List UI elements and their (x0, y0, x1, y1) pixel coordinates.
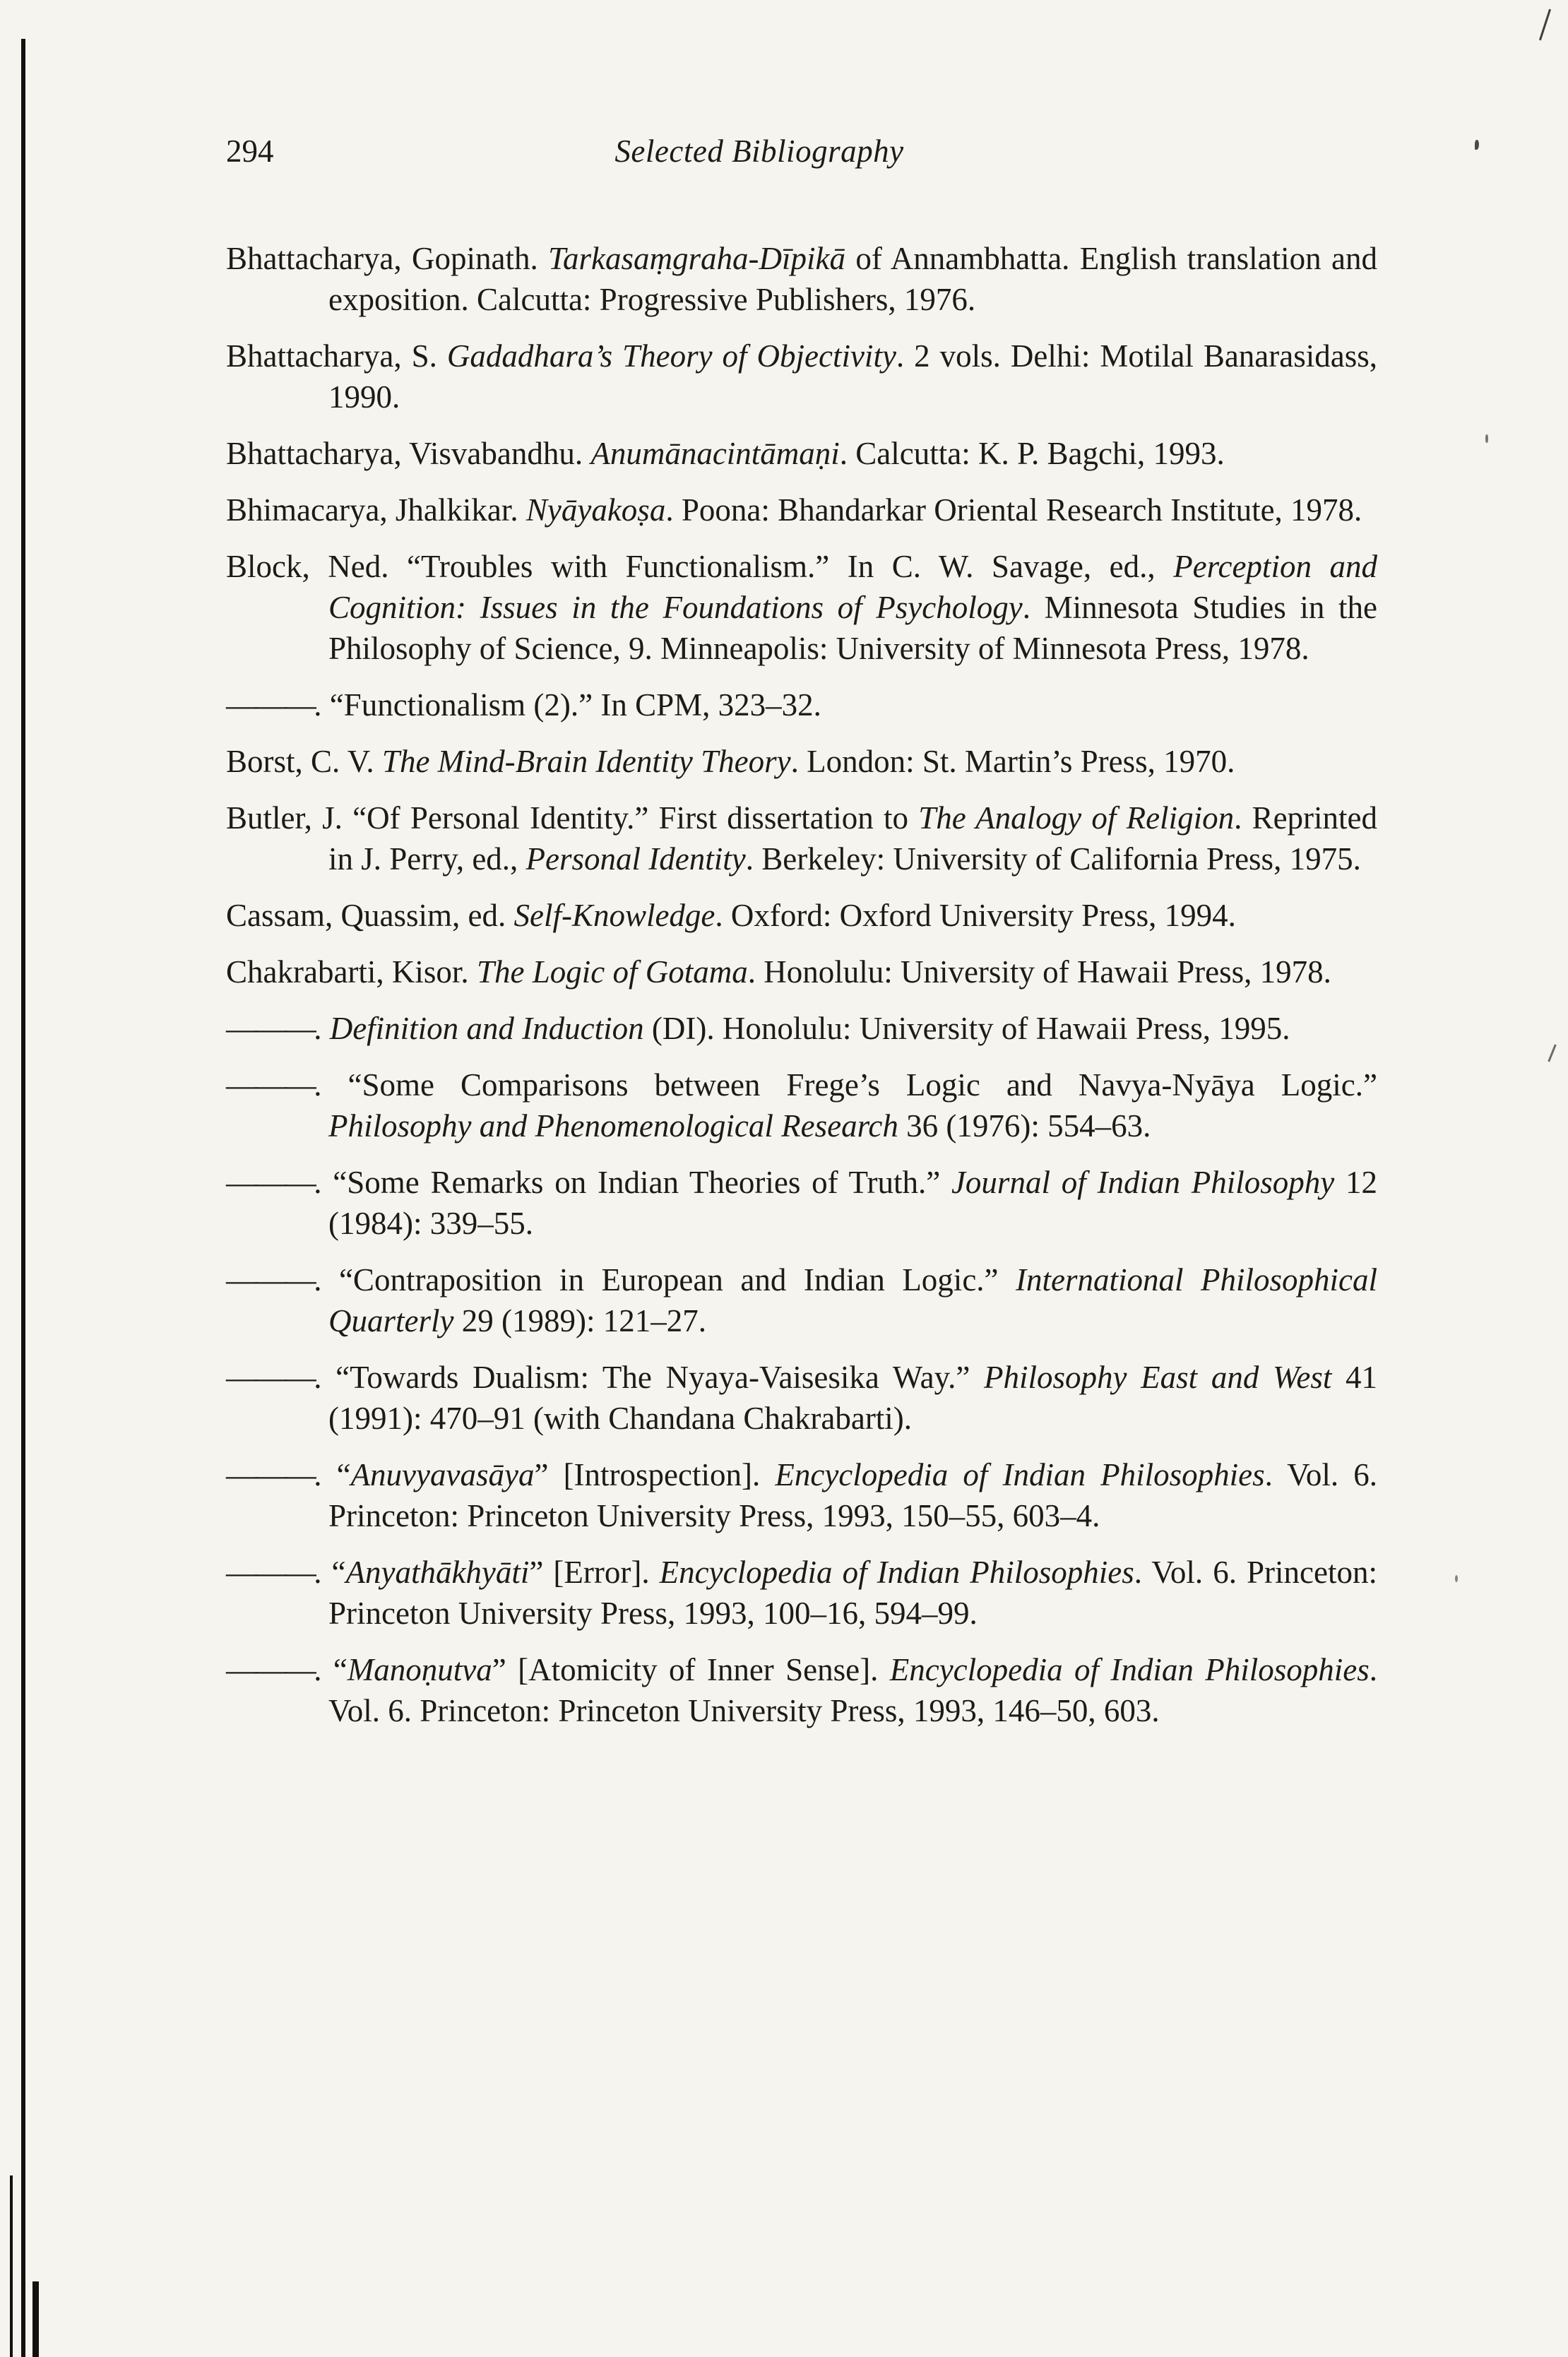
bibliography-entry (226, 336, 1377, 417)
entry-text: . Honolulu: University of Hawaii Press, 1978. (747, 954, 1331, 990)
entry-text: . “ (314, 1555, 346, 1590)
bibliography-entry (226, 1649, 1377, 1731)
entry-title-italic: Tarkasaṃgraha-Dīpikā (548, 241, 845, 276)
bibliography-entry (226, 895, 1377, 936)
bibliography-entry (226, 741, 1377, 782)
entry-text: ” [Introspection]. (534, 1457, 776, 1492)
bibliography-entry (226, 797, 1377, 879)
same-author-dash: ——— (226, 1652, 314, 1687)
entry-text: ” [Atomicity of Inner Sense]. (492, 1652, 890, 1687)
same-author-dash: ——— (226, 1262, 314, 1298)
bibliography-entry (226, 433, 1377, 474)
entry-text: 29 (1989): 121–27. (453, 1303, 706, 1338)
entry-title-italic: Encyclopedia of Indian Philosophies (659, 1555, 1134, 1590)
entry-text: Butler, J. “Of Personal Identity.” First dissertation to (226, 800, 919, 836)
entry-text: Bhattacharya, Visvabandhu. (226, 436, 591, 471)
entry-title-italic: Gadadhara’s Theory of Objectivity (446, 338, 896, 374)
running-head-title: Selected Bibliography (614, 133, 904, 169)
same-author-dash: ——— (226, 1011, 314, 1046)
entry-text: . “ (314, 1457, 351, 1492)
bibliography-entry (226, 1162, 1377, 1244)
entry-text: Borst, C. V. (226, 744, 382, 779)
bibliography-entry (226, 238, 1377, 320)
bibliography-entry (226, 1064, 1377, 1146)
entry-title-italic: Anuvyavasāya (350, 1457, 535, 1492)
entry-title-italic: Personal Identity (525, 841, 746, 877)
entry-text: . Vol. 6. Princeton: Princeton University Press, 1993, 100–16, 594–99. (328, 1555, 1377, 1631)
bibliography-entry (226, 684, 1377, 725)
bibliography-entry (226, 489, 1377, 530)
scan-artifact-speck (1455, 1575, 1458, 1582)
entry-title-italic: Encyclopedia of Indian Philosophies (775, 1457, 1265, 1492)
entry-text: . Berkeley: University of California Press, 1975. (745, 841, 1361, 877)
same-author-dash: ——— (226, 1165, 314, 1200)
bibliography-entry (226, 1552, 1377, 1634)
same-author-dash: ——— (226, 1555, 314, 1590)
entry-text: . Minnesota Studies in the Philosophy of Science, 9. Minneapolis: University of Minnesota Press, 1978. (328, 590, 1377, 666)
entry-text: . Poona: Bhandarkar Oriental Research Institute, 1978. (665, 492, 1362, 528)
entry-text: (DI). Honolulu: University of Hawaii Press, 1995. (643, 1011, 1290, 1046)
entry-text: Cassam, Quassim, ed. (226, 898, 514, 933)
entry-title-italic: Journal of Indian Philosophy (951, 1165, 1335, 1200)
same-author-dash: ——— (226, 1457, 314, 1492)
entry-title-italic: Encyclopedia of Indian Philosophies (889, 1652, 1370, 1687)
entry-title-italic: Anumānacintāmaṇi (590, 436, 840, 471)
bibliography-entries (226, 238, 1377, 1731)
entry-text: . “Contraposition in European and Indian Logic.” (314, 1262, 1016, 1298)
same-author-dash: ——— (226, 1360, 314, 1395)
entry-text: . Oxford: Oxford University Press, 1994. (715, 898, 1236, 933)
entry-title-italic: Philosophy and Phenomenological Research (328, 1108, 898, 1144)
entry-title-italic: Anyathākhyāti (345, 1555, 530, 1590)
entry-title-italic: Philosophy East and West (984, 1360, 1332, 1395)
scan-artifact-left-edge-line-lower (10, 2175, 13, 2357)
entry-title-italic: The Analogy of Religion (918, 800, 1235, 836)
entry-title-italic: Nyāyakoṣa (525, 492, 666, 528)
scan-artifact-left-edge-line (21, 39, 25, 2357)
entry-text: . “Some Comparisons between Frege’s Logic and Navya-Nyāya Logic.” (314, 1067, 1377, 1103)
entry-text: Block, Ned. “Troubles with Functionalism.” In C. W. Savage, ed., (226, 549, 1174, 584)
entry-text: . (314, 1011, 330, 1046)
entry-title-italic: Manoṇutva (347, 1652, 492, 1687)
entry-text: 41 (1991): 470–91 (with Chandana Chakrabarti). (328, 1360, 1377, 1436)
entry-text: . Vol. 6. Princeton: Princeton University Press, 1993, 150–55, 603–4. (328, 1457, 1377, 1533)
bibliography-entry (226, 1357, 1377, 1439)
entry-text: of Annambhatta. English translation and exposition. Calcutta: Progressive Publishers, 1976. (328, 241, 1377, 317)
page-header-row (226, 131, 1377, 173)
entry-text: Chakrabarti, Kisor. (226, 954, 477, 990)
scan-artifact-speck (1485, 434, 1488, 443)
entry-text: . Vol. 6. Princeton: Princeton University Press, 1993, 146–50, 603. (328, 1652, 1377, 1728)
same-author-dash: ——— (226, 687, 314, 723)
entry-text: . Reprinted in J. Perry, ed., (328, 800, 1378, 877)
entry-text: Bhattacharya, S. (226, 338, 447, 374)
entry-text: 36 (1976): 554–63. (898, 1108, 1151, 1144)
entry-title-italic: Self-Knowledge (513, 898, 715, 933)
page-number: 294 (226, 133, 274, 169)
scan-artifact-speck (1475, 140, 1479, 150)
scan-artifact-speck (1548, 1044, 1557, 1062)
entry-text: . “Towards Dualism: The Nyaya-Vaisesika Way.” (314, 1360, 985, 1395)
entry-text: . London: St. Martin’s Press, 1970. (790, 744, 1235, 779)
bibliography-entry (226, 1454, 1377, 1536)
bibliography-entry (226, 1008, 1377, 1049)
entry-text: . Calcutta: K. P. Bagchi, 1993. (839, 436, 1225, 471)
scan-artifact-left-edge-line-bottom (32, 2281, 39, 2357)
entry-title-italic: The Logic of Gotama (476, 954, 748, 990)
entry-title-italic: Perception and Cognition: Issues in the Foundations of Psychology (328, 549, 1377, 625)
entry-text: Bhimacarya, Jhalkikar. (226, 492, 526, 528)
entry-text: Bhattacharya, Gopinath. (226, 241, 549, 276)
bibliography-entry (226, 1259, 1377, 1341)
entry-title-italic: Definition and Induction (329, 1011, 644, 1046)
bibliography-entry (226, 951, 1377, 992)
entry-text: ” [Error]. (529, 1555, 660, 1590)
entry-title-italic: The Mind-Brain Identity Theory (381, 744, 791, 779)
entry-text: . “Functionalism (2).” In CPM, 323–32. (314, 687, 821, 723)
bibliography-entry (226, 546, 1377, 669)
entry-text: . “Some Remarks on Indian Theories of Truth.” (314, 1165, 951, 1200)
entry-title-italic: International Philosophical Quarterly (328, 1262, 1378, 1338)
entry-text: 12 (1984): 339–55. (328, 1165, 1378, 1241)
scan-artifact-corner-tick (1539, 9, 1551, 41)
same-author-dash: ——— (226, 1067, 314, 1103)
entry-text: . 2 vols. Delhi: Motilal Banarasidass, 1990. (328, 338, 1377, 415)
entry-text: . “ (314, 1652, 348, 1687)
